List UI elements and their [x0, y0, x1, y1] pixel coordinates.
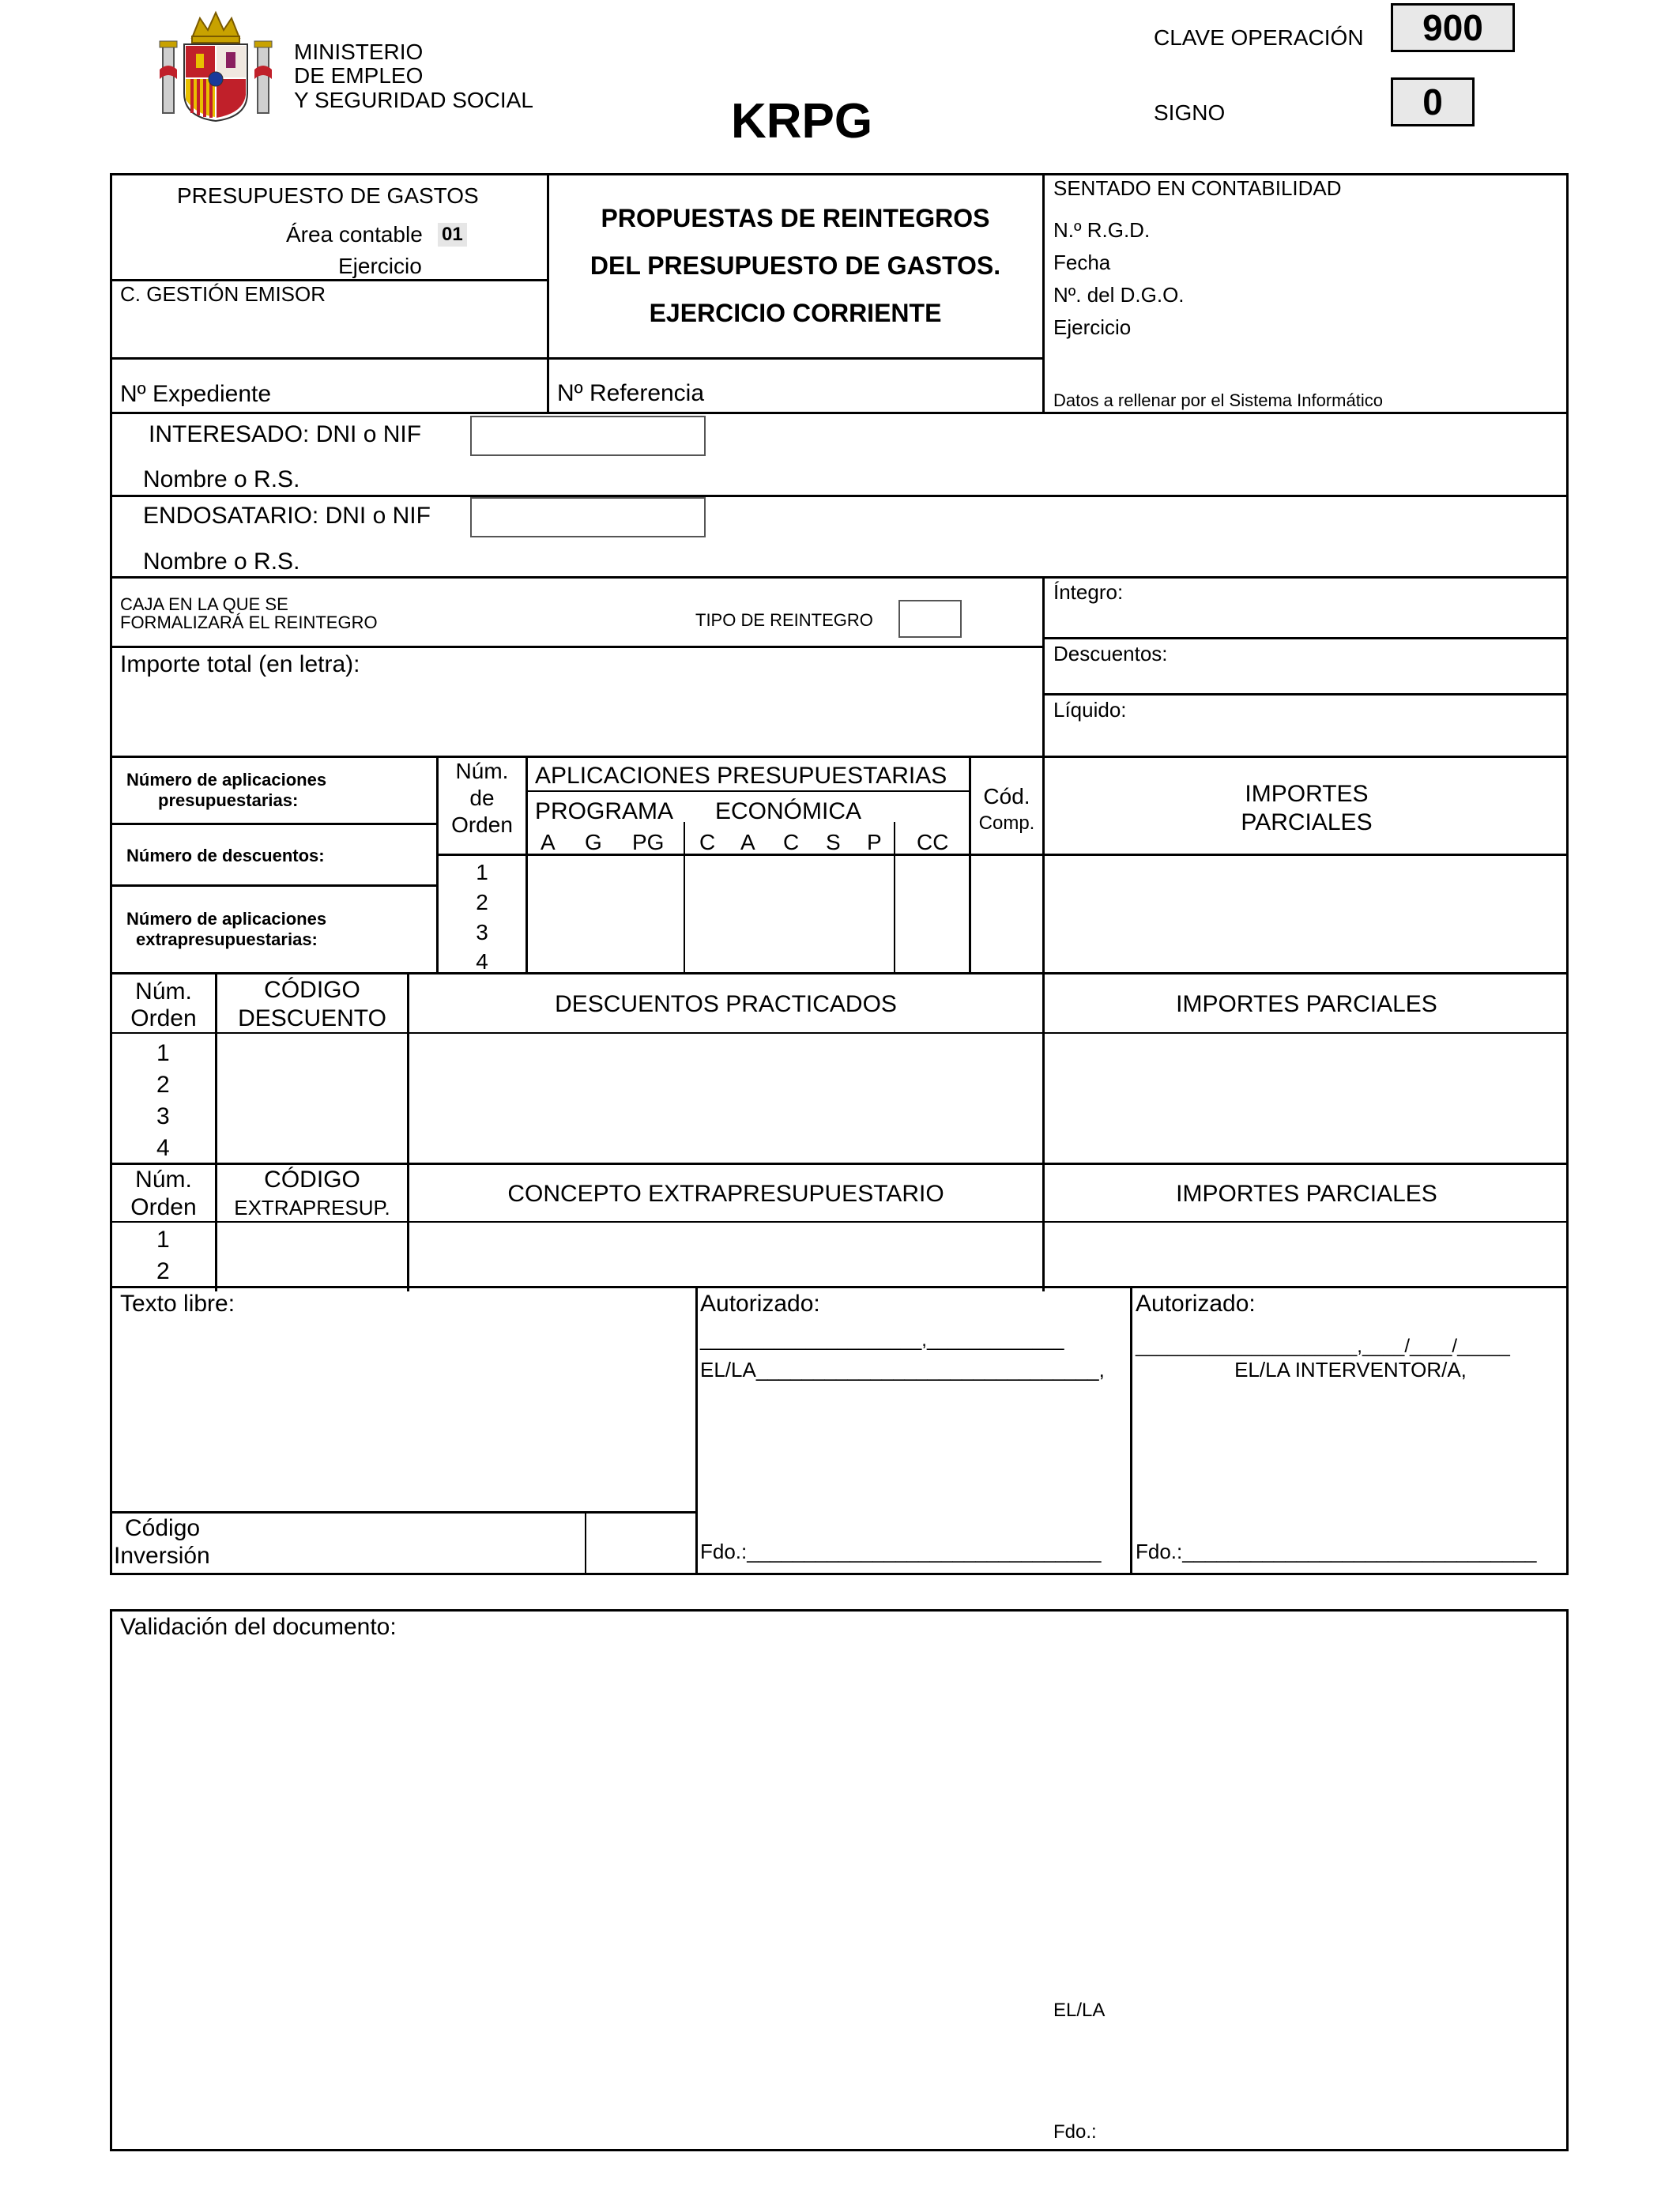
num-orden-line2: de: [469, 786, 495, 810]
aplic-row-3: 3: [476, 920, 488, 944]
contabilidad-ejercicio: Ejercicio: [1053, 315, 1132, 339]
texto-libre-label: Texto libre:: [120, 1291, 235, 1317]
aplic-row-4: 4: [476, 949, 488, 974]
desc-row-4: 4: [156, 1135, 170, 1161]
nombre-interesado-label: Nombre o R.S.: [143, 466, 300, 492]
endosatario-label: ENDOSATARIO: DNI o NIF: [143, 503, 431, 529]
endosatario-dni-field[interactable]: [470, 497, 706, 537]
descuentos-heading: DESCUENTOS PRACTICADOS: [555, 991, 897, 1017]
validacion-el-la: EL/LA: [1053, 2000, 1106, 2021]
codigo-label: Código: [125, 1515, 201, 1541]
nombre-endosatario-label: Nombre o R.S.: [143, 548, 300, 575]
ejercicio-label: Ejercicio: [338, 254, 422, 278]
importe-total-label: Importe total (en letra):: [120, 651, 360, 677]
liquido-label: Líquido:: [1053, 698, 1127, 722]
interesado-label: INTERESADO: DNI o NIF: [149, 421, 422, 447]
validacion-label: Validación del documento:: [120, 1614, 397, 1640]
comp-label: Comp.: [978, 812, 1035, 834]
autorizado-label-2: Autorizado:: [1136, 1291, 1256, 1317]
inversion-label: Inversión: [114, 1543, 210, 1569]
interventor-date-line: _____________________,____/____/_____: [1136, 1336, 1510, 1357]
codigo-inversion-field[interactable]: [586, 1513, 695, 1574]
aplicaciones-heading: APLICACIONES PRESUPUESTARIAS: [535, 763, 947, 789]
sistema-informatico-note: Datos a rellenar por el Sistema Informático: [1053, 390, 1383, 410]
autorizado-el-la: EL/LA______________________________,: [700, 1358, 1105, 1382]
contabilidad-fecha: Fecha: [1053, 251, 1111, 274]
signo-label: SIGNO: [1154, 100, 1226, 125]
num-desc-label: Número de descuentos:: [126, 846, 325, 865]
desc-codigo-line2: DESCUENTO: [238, 1005, 386, 1031]
signo-value: 0: [1391, 77, 1475, 126]
area-contable-label: Área contable: [286, 222, 423, 247]
num-aplic-label-line2: presupuestarias:: [158, 790, 299, 810]
texto-libre-area[interactable]: [112, 1321, 695, 1510]
extra-row-2: 2: [156, 1258, 170, 1284]
ministry-name-line3: Y SEGURIDAD SOCIAL: [294, 88, 533, 112]
tipo-reintegro-field[interactable]: [898, 600, 962, 638]
extra-heading: CONCEPTO EXTRAPRESUPUESTARIO: [507, 1181, 944, 1207]
area-contable-value: 01: [438, 223, 467, 247]
importes-parciales-line1: IMPORTES: [1245, 781, 1369, 807]
clave-operacion-label: CLAVE OPERACIÓN: [1154, 25, 1364, 50]
cod-label: Cód.: [983, 784, 1030, 809]
importes-parciales-line2: PARCIALES: [1241, 809, 1373, 835]
tipo-reintegro-label: TIPO DE REINTEGRO: [695, 610, 873, 630]
economica-label: ECONÓMICA: [715, 798, 862, 824]
econ-col-s: S: [826, 830, 841, 854]
prog-col-g: G: [585, 830, 602, 854]
extra-codigo-line1: CÓDIGO: [264, 1167, 360, 1193]
document-title-line1: PROPUESTAS DE REINTEGROS: [601, 204, 990, 232]
coat-of-arms-logo: [156, 6, 275, 125]
interesado-dni-field[interactable]: [470, 416, 706, 456]
gestion-emisor-label: C. GESTIÓN EMISOR: [120, 282, 326, 306]
contabilidad-dgo: Nº. del D.G.O.: [1053, 283, 1185, 307]
prog-col-a: A: [541, 830, 556, 854]
desc-row-2: 2: [156, 1072, 170, 1098]
econ-col-c2: C: [783, 830, 800, 854]
form-code-title: KRPG: [731, 94, 873, 149]
caja-label-line2: FORMALIZARÁ EL REINTEGRO: [120, 613, 378, 632]
desc-row-3: 3: [156, 1103, 170, 1129]
desc-num-line1: Núm.: [135, 978, 192, 1005]
extra-row-1: 1: [156, 1227, 170, 1253]
contabilidad-rgd: N.º R.G.D.: [1053, 218, 1151, 242]
econ-col-p: P: [867, 830, 882, 854]
presupuesto-label: PRESUPUESTO DE GASTOS: [177, 183, 479, 208]
autorizado-sig-line: _____________________,_____________: [700, 1329, 1064, 1351]
referencia-label: Nº Referencia: [557, 380, 705, 406]
expediente-label: Nº Expediente: [120, 381, 272, 407]
clave-operacion-value: 900: [1391, 3, 1515, 52]
econ-col-a: A: [740, 830, 755, 854]
desc-num-line2: Orden: [130, 1005, 197, 1031]
extra-codigo-line2: EXTRAPRESUP.: [234, 1196, 390, 1220]
autorizado-label-1: Autorizado:: [700, 1291, 820, 1317]
extra-num-line2: Orden: [130, 1194, 197, 1220]
fdo-1: Fdo.:_______________________________: [700, 1540, 1102, 1563]
extra-num-line1: Núm.: [135, 1167, 192, 1193]
desc-codigo-line1: CÓDIGO: [264, 977, 360, 1003]
interventor-label: EL/LA INTERVENTOR/A,: [1234, 1358, 1467, 1382]
document-title-line3: EJERCICIO CORRIENTE: [649, 299, 942, 327]
programa-label: PROGRAMA: [535, 798, 674, 824]
econ-col-c1: C: [699, 830, 716, 854]
aplic-row-2: 2: [476, 890, 488, 914]
num-extra-label-line2: extrapresupuestarias:: [136, 929, 318, 949]
prog-col-pg: PG: [632, 830, 665, 854]
fdo-2: Fdo.:_______________________________: [1136, 1540, 1537, 1563]
caja-label-line1: CAJA EN LA QUE SE: [120, 594, 288, 614]
desc-importes-heading: IMPORTES PARCIALES: [1176, 991, 1437, 1017]
ministry-name-line1: MINISTERIO: [294, 40, 424, 64]
document-title-line2: DEL PRESUPUESTO DE GASTOS.: [590, 251, 1001, 280]
extra-importes-heading: IMPORTES PARCIALES: [1176, 1181, 1437, 1207]
aplic-row-1: 1: [476, 860, 488, 884]
validacion-fdo: Fdo.:: [1053, 2121, 1097, 2143]
contabilidad-heading: SENTADO EN CONTABILIDAD: [1053, 176, 1342, 200]
num-extra-label-line1: Número de aplicaciones: [126, 909, 327, 929]
num-aplic-label-line1: Número de aplicaciones: [126, 770, 327, 790]
descuentos-label: Descuentos:: [1053, 642, 1168, 665]
cc-col: CC: [917, 830, 949, 854]
num-orden-line1: Núm.: [455, 759, 509, 783]
integro-label: Íntegro:: [1053, 580, 1124, 604]
ministry-name-line2: DE EMPLEO: [294, 63, 424, 88]
num-orden-line3: Orden: [451, 812, 513, 837]
desc-row-1: 1: [156, 1040, 170, 1066]
validacion-box: [110, 1609, 1569, 2151]
